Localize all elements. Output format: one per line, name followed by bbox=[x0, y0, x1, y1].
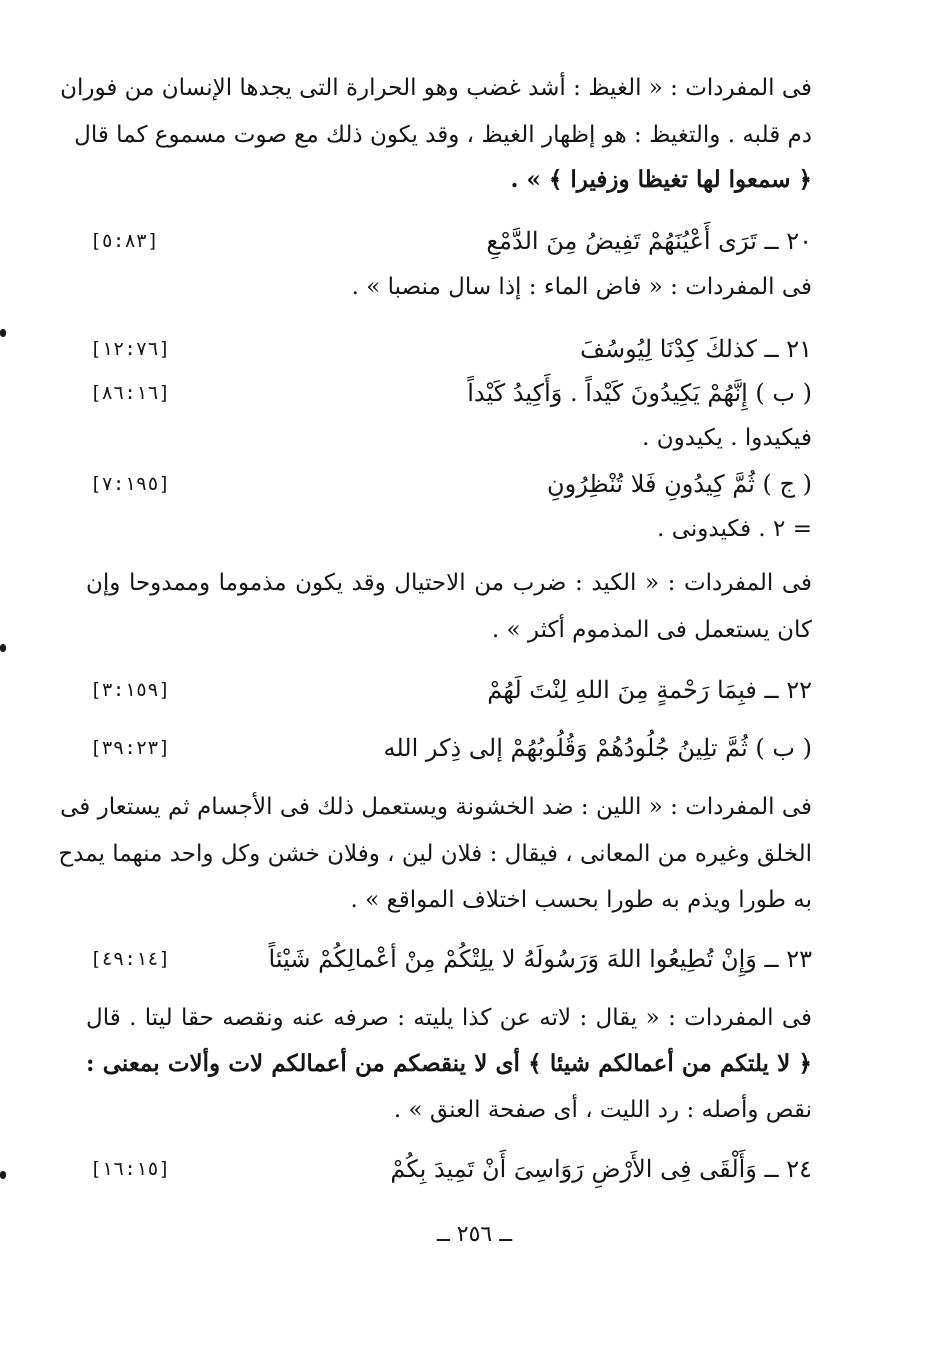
scan-mark bbox=[0, 644, 6, 652]
verse-text: ٢٣ ــ وَإِنْ تُطِيعُوا اللهَ وَرَسُولَهُ لا يلِتْكُمْ مِنْ أعْمالِكُمْ شَيْئاً bbox=[268, 945, 812, 973]
text-line: فى المفردات : « الغيظ : أشد غضب وهو الحرارة التى يجدها الإنسان من فوران bbox=[60, 75, 812, 101]
scan-mark bbox=[0, 329, 6, 337]
verse-line bbox=[86, 331, 812, 367]
verse-text: ( ج ) ثُمَّ كِيدُونِ فَلا تُنْظِرُونِ bbox=[547, 470, 812, 498]
verse-reference: [٣:١٥٩] bbox=[90, 679, 171, 701]
verse-reference: [٤٩:١٤] bbox=[90, 948, 171, 970]
verse-line bbox=[86, 1151, 812, 1187]
verse-line bbox=[86, 466, 812, 502]
verse-text: ٢١ ــ كذلكَ كِدْنَا لِيُوسُفَ bbox=[580, 335, 812, 363]
text-line: فيكيدوا . يكيدون . bbox=[642, 425, 812, 451]
verse-line bbox=[86, 941, 812, 977]
verse-text: ( ب ) إِنَّهُمْ يَكِيدُونَ كَيْداً . وَأَكِيدُ كَيْداً bbox=[467, 379, 812, 407]
text-line: ﴿ لا يلتكم من أعمالكم شيئا ﴾ أى لا ينقصكم من أعمالكم لات وألات بمعنى : bbox=[86, 1050, 812, 1077]
text-line: الخلق وغيره من المعانى ، فيقال : فلان لين ، وفلان خشن وكل واحد منهما يمدح bbox=[58, 841, 812, 867]
verse-text: ٢٠ ــ تَرَى أَعْيُنَهُمْ تَفِيضُ مِنَ الدَّمْعِ bbox=[486, 227, 812, 255]
text-line: به طورا ويذم به طورا بحسب اختلاف المواقع » . bbox=[350, 887, 812, 913]
verse-reference: [٧:١٩٥] bbox=[90, 473, 171, 495]
text-line: دم قلبه . والتغيظ : هو إظهار الغيظ ، وقد يكون ذلك مع صوت مسموع كما قال bbox=[74, 122, 812, 148]
verse-text: ( ب ) ثُمَّ تلِينُ جُلُودُهُمْ وَقُلُوبُهُمْ إلى ذِكر الله bbox=[383, 734, 812, 762]
verse-reference: [٨٦:١٦] bbox=[90, 382, 171, 404]
text-line: فى المفردات : « يقال : لاته عن كذا يليته : صرفه عنه ونقصه حقا ليتا . قال bbox=[86, 1005, 812, 1031]
verse-line bbox=[86, 223, 812, 259]
verse-reference: [٣٩:٢٣] bbox=[90, 737, 171, 759]
text-line: نقص وأصله : رد الليت ، أى صفحة العنق » . bbox=[393, 1097, 812, 1123]
verse-reference: [٥:٨٣] bbox=[90, 230, 159, 252]
text-line: فى المفردات : « الكيد : ضرب من الاحتيال وقد يكون مذموما وممدوحا وإن bbox=[86, 570, 812, 596]
verse-text: ٢٢ ــ فبِمَا رَحْمةٍ مِنَ اللهِ لِنْتَ لَهُمْ bbox=[487, 676, 812, 704]
verse-text: ٢٤ ــ وَأَلْقَى فِى الأَرْضِ رَوَاسِىَ أَنْ تَمِيدَ بِكُمْ bbox=[390, 1155, 812, 1183]
text-line: ﴿ سمعوا لها تغيظا وزفيرا ﴾ » . bbox=[510, 166, 812, 193]
verse-reference: [١٦:١٥] bbox=[90, 1158, 171, 1180]
text-line: = ٢ . فكيدونى . bbox=[657, 516, 812, 542]
text-line: كان يستعمل فى المذموم أكثر » . bbox=[491, 617, 812, 643]
verse-line bbox=[86, 730, 812, 766]
text-line: فى المفردات : « فاض الماء : إذا سال منصبا » . bbox=[351, 274, 812, 300]
scan-mark bbox=[0, 1171, 6, 1179]
verse-line bbox=[86, 672, 812, 708]
verse-line bbox=[86, 375, 812, 411]
page-number: ــ ٢٥٦ ــ bbox=[436, 1222, 513, 1247]
verse-reference: [١٢:٧٦] bbox=[90, 338, 171, 360]
text-line: فى المفردات : « اللين : ضد الخشونة ويستعمل ذلك فى الأجسام ثم يستعار فى bbox=[60, 794, 812, 820]
